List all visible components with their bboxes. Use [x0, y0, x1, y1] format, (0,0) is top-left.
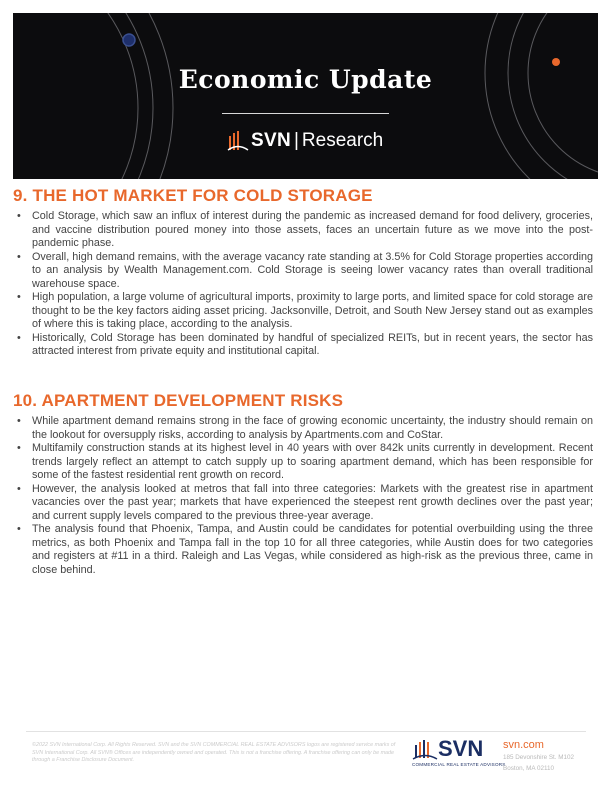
section-apartment-risks [13, 391, 593, 577]
address-line: 185 Devonshire St. M102 [503, 754, 575, 761]
brand-separator: | [293, 130, 299, 151]
svn-columns-icon [412, 738, 438, 760]
list-item [13, 210, 593, 251]
brand-subtitle: Research [301, 130, 384, 151]
list-item [13, 332, 593, 359]
list-item-text: While apartment demand remains strong in the face of growing economic uncertainty, the industry should remain on the lookout for oversupply risks, according to analysis by Apartments.com and CoStar. [32, 415, 593, 441]
list-item [13, 483, 593, 524]
bullet-icon: • [17, 291, 21, 303]
svn-research-logo [227, 127, 383, 155]
footer-contact [503, 739, 574, 773]
list-item-text: Historically, Cold Storage has been dominated by handful of specialized REITs, but in recent years, the sector has attracted interest from private equity and institutional capital. [32, 331, 593, 357]
list-item-text: The analysis found that Phoenix, Tampa, and Austin could be candidates for potential overbuilding using the three metrics, as both Phoenix and Tampa fall in the top 10 for all three categories, while Austin does for two categories and registers at #11 in a third. Raleigh and Las Vegas, while considered as high-risk as the previous three, came in close behind. [32, 523, 593, 576]
bullet-icon: • [17, 250, 21, 263]
list-item-text: Multifamily construction stands at its highest level in 40 years with over 842k units currently in development. Recent trends largely reflect an attempt to catch supply up to soaring apartment demand, which has been responsible for some of the fastest residential rent growth on record. [32, 442, 593, 481]
bullet-icon: • [17, 442, 21, 454]
website-link[interactable]: svn.com [503, 739, 544, 751]
footer-divider [26, 731, 586, 732]
list-item-text: Cold Storage, which saw an influx of interest during the pandemic as increased demand for food delivery, groceries, and vaccine distribution poured money into those assets, faces an uncertain future as we move into the post-pandemic phase. [32, 210, 593, 249]
title-divider [222, 113, 389, 114]
list-item-text: Overall, high demand remains, with the average vacancy rate standing at 3.5% for Cold Storage properties according to an analysis by Wealth Management.com. Cold Storage is seeing lower vacancy rates than overall traditional warehouse space. [32, 250, 593, 290]
list-item-text: High population, a large volume of agricultural imports, proximity to large ports, and limited space for cold storage are thought to be the key factors aiding asset pricing. Jacksonville, Detroit, and South New Jersey stand out as examples of where this is taking place, according to the analysis. [32, 291, 593, 330]
bullet-icon: • [17, 210, 21, 222]
bullet-icon: • [17, 415, 21, 427]
page-title: Economic Update [178, 65, 433, 94]
bullet-list [13, 210, 593, 359]
list-item [13, 291, 593, 332]
bullet-list [13, 415, 593, 577]
header-banner [13, 13, 598, 179]
footer-brand-name: SVN [438, 736, 484, 761]
section-cold-storage [13, 186, 593, 359]
svn-columns-icon [227, 130, 249, 152]
bullet-icon: • [17, 523, 21, 535]
section-heading: 10. APARTMENT DEVELOPMENT RISKS [13, 391, 344, 410]
list-item-text: However, the analysis looked at metros that fall into three categories: Markets with the greatest rise in apartment vacancies over the past year; markets that have experienced the steepest rent growth declines over the past year; and current supply levels compared to the previous three-year average. [32, 482, 593, 522]
footer-brand-tagline: COMMERCIAL REAL ESTATE ADVISORS [412, 762, 506, 767]
planet-dot-blue [123, 34, 135, 46]
legal-disclaimer: ©2022 SVN International Corp. All Rights Reserved. SVN and the SVN COMMERCIAL REAL ESTATE ADVISORS logos are registered service marks of SVN International Corp. All SVN® Offices are independently owned and operated. This is not a franchise offering. A franchise offering can only be made through a Franchise Disclosure Document. [32, 742, 396, 763]
bullet-icon: • [17, 482, 21, 495]
list-item [13, 251, 593, 292]
list-item [13, 523, 593, 577]
list-item [13, 415, 593, 442]
footer-svn-logo [412, 736, 506, 767]
brand-name: SVN [251, 130, 291, 151]
bullet-icon: • [17, 331, 21, 344]
address-line: Boston, MA 02110 [503, 765, 554, 772]
section-heading: 9. THE HOT MARKET FOR COLD STORAGE [13, 186, 373, 205]
list-item [13, 442, 593, 483]
